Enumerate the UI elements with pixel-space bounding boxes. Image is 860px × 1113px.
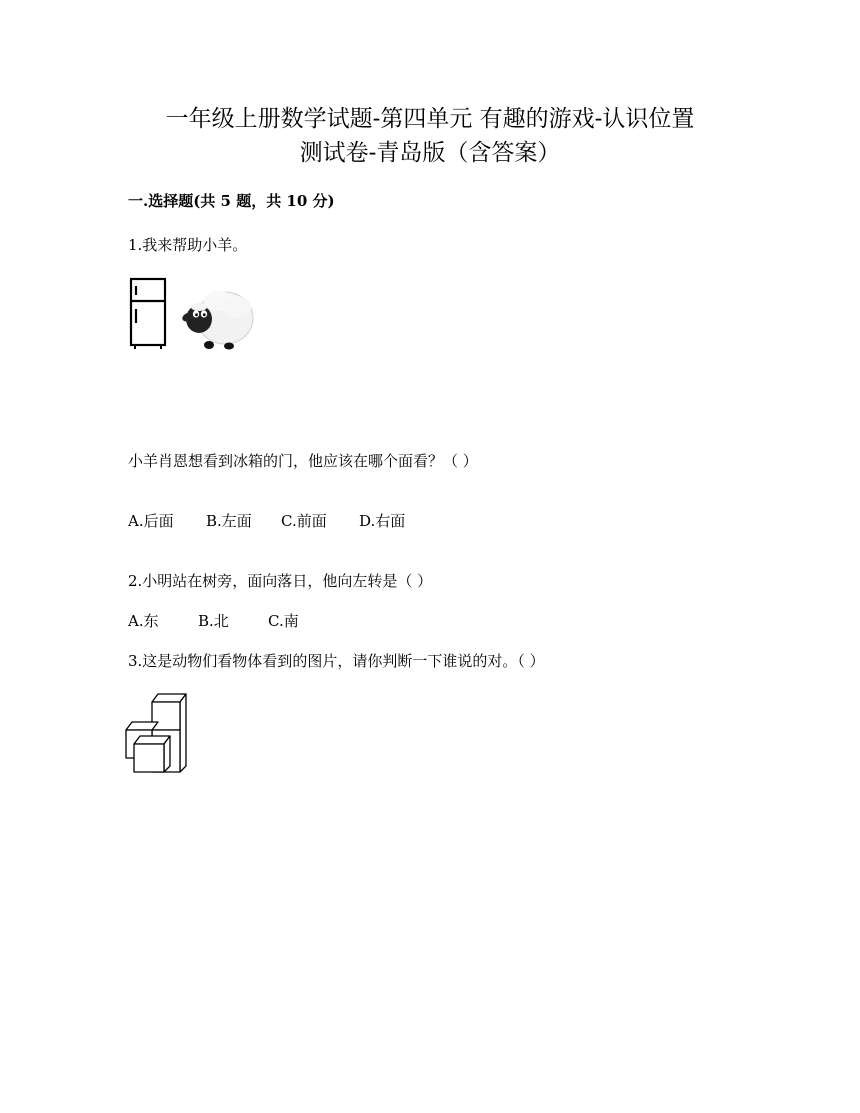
question-2-option-b: B.北 xyxy=(198,612,229,630)
section-heading: 一.选择题(共 5 题，共 10 分) xyxy=(128,192,335,210)
question-1-option-a: A.后面 xyxy=(128,512,174,530)
cubes-image xyxy=(124,692,190,776)
question-1-text: 1.我来帮助小羊。 xyxy=(128,236,248,254)
question-1-option-d: D.右面 xyxy=(359,512,406,530)
question-2-option-a: A.东 xyxy=(128,612,159,630)
question-1-option-b: B.左面 xyxy=(206,512,252,530)
question-2-text: 2.小明站在树旁，面向落日，他向左转是（ ） xyxy=(128,572,433,590)
fridge-icon xyxy=(129,277,169,351)
document-title-line-2: 测试卷-青岛版（含答案） xyxy=(299,140,561,166)
question-2-option-c: C.南 xyxy=(268,612,299,630)
question-1-prompt: 小羊肖恩想看到冰箱的门，他应该在哪个面看？（ ） xyxy=(128,452,478,470)
question-1-option-c: C.前面 xyxy=(281,512,327,530)
sheep-image xyxy=(179,285,257,355)
document-title-line-1: 一年级上册数学试题-第四单元 有趣的游戏-认识位置 xyxy=(165,106,695,132)
question-3-text: 3.这是动物们看物体看到的图片，请你判断一下谁说的对。（ ） xyxy=(128,652,545,670)
